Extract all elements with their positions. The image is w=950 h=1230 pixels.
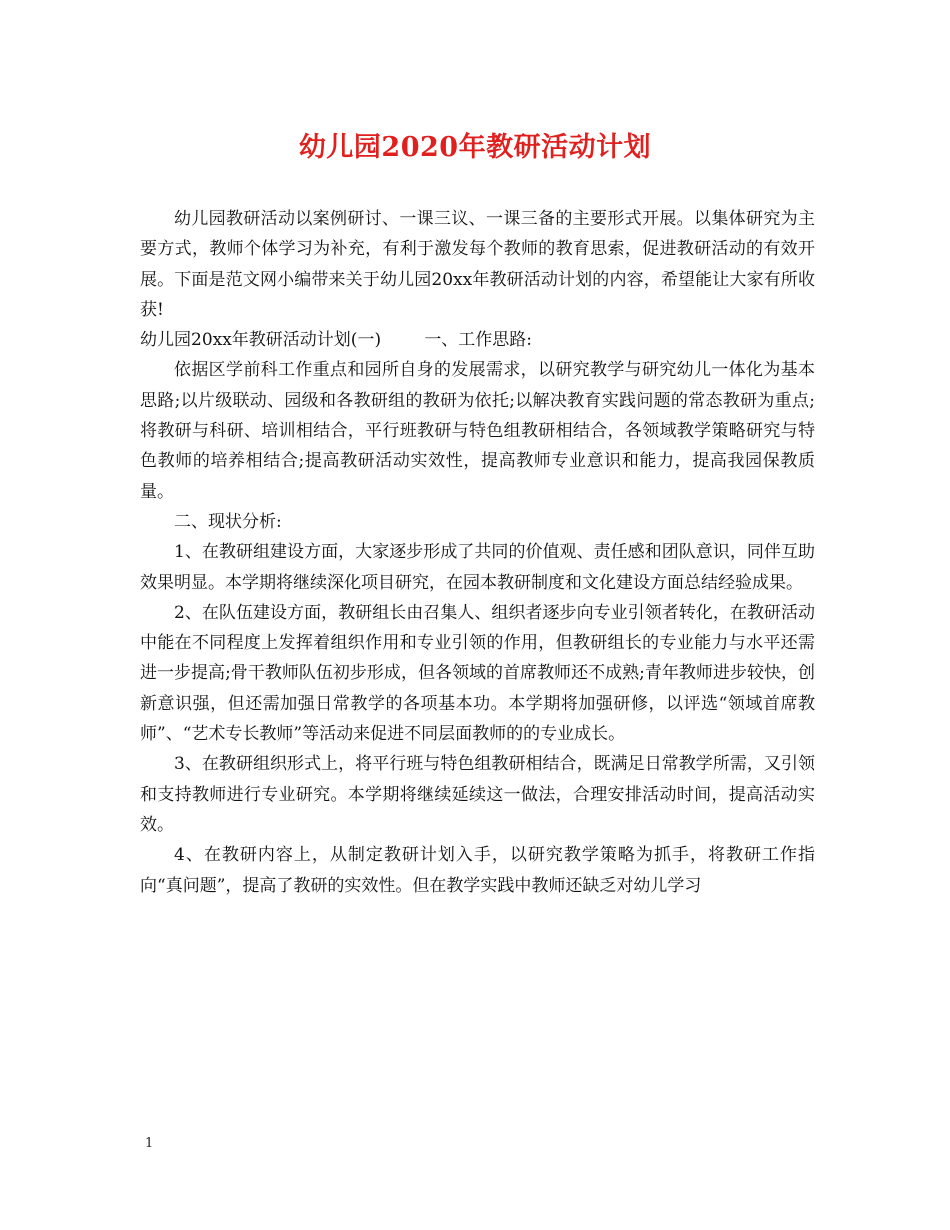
- status-item-3: 3、在教研组织形式上，将平行班与特色组教研相结合，既满足日常教学所需，又引领和支持教师进行专业研究。本学期将继续延续这一做法，合理安排活动时间，提高活动实效。: [140, 754, 815, 835]
- plan-heading-line: [140, 325, 815, 355]
- status-item-4: 4、在教研内容上，从制定教研计划入手，以研究教学策略为抓手，将教研工作指向“真问题”，提高了教研的实效性。但在教学实践中教师还缺乏对幼儿学习: [140, 845, 815, 896]
- status-item-1: 1、在教研组建设方面，大家逐步形成了共同的价值观、责任感和团队意识，同伴互助效果明显。本学期将继续深化项目研究，在园本教研制度和文化建设方面总结经验成果。: [140, 542, 815, 593]
- section-heading-work-ideas: 一、工作思路:: [424, 330, 533, 351]
- document-title: 幼儿园2020年教研活动计划: [298, 132, 652, 163]
- status-item-2: 2、在队伍建设方面，教研组长由召集人、组织者逐步向专业引领者转化，在教研活动中能在不同程度上发挥着组织作用和专业引领的作用，但教研组长的专业能力与水平还需进一步提高;骨干教师队伍初步形成，但各领域的首席教师还不成熟;青年教师进步较快，创新意识强，但还需加强日常教学的各项基本功。本学期将加强研修，以评选“领域首席教师”、“艺术专长教师”等活动来促进不同层面教师的的专业成长。: [140, 602, 815, 745]
- work-ideas-paragraph: 依据区学前科工作重点和园所自身的发展需求，以研究教学与研究幼儿一体化为基本思路;以片级联动、园级和各教研组的教研为依托;以解决教育实践问题的常态教研为重点;将教研与科研、培训相结合，平行班教研与特色组教研相结合，各领域教学策略研究与特色教师的培养相结合;提高教研活动实效性，提高教师专业意识和能力，提高我园保教质量。: [140, 360, 815, 502]
- page-number: 1: [145, 1136, 154, 1151]
- intro-paragraph: 幼儿园教研活动以案例研讨、一课三议、一课三备的主要形式开展。以集体研究为主要方式，教师个体学习为补充，有利于激发每个教师的教育思索，促进教研活动的有效开展。下面是范文网小编带来关于幼儿园20xx年教研活动计划的内容，希望能让大家有所收获!: [140, 209, 815, 320]
- document-body: [140, 204, 815, 901]
- section-heading-status-analysis: 二、现状分析:: [174, 511, 282, 532]
- plan-heading: 幼儿园20xx年教研活动计划(一): [140, 330, 382, 351]
